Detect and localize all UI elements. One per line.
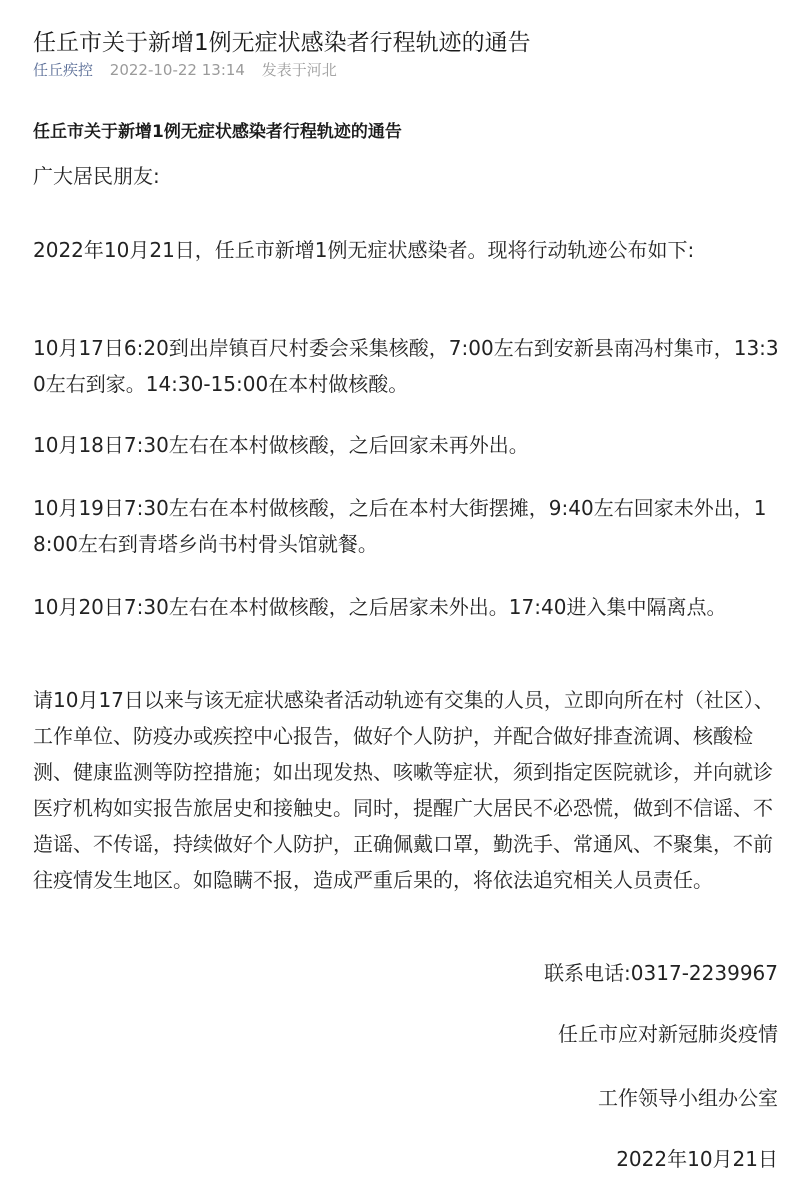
- article-meta: [33, 60, 349, 80]
- notice-paragraph: 请10月17日以来与该无症状感染者活动轨迹有交集的人员，立即向所在村（社区）、工作单位、防疫办或疾控中心报告，做好个人防护，并配合做好排查流调、核酸检测、健康监测等防控措施；如出现发热、咳嗽等症状，须到指定医院就诊，并向就诊医疗机构如实报告旅居史和接触史。同时，提醒广大居民不必恐慌，做到不信谣、不造谣、不传谣，持续做好个人防护，正确佩戴口罩，勤洗手、常通风、不聚集，不前往疫情发生地区。如隐瞒不报，造成严重后果的，将依法追究相关人员责任。: [33, 688, 774, 892]
- contact-phone: 联系电话:0317-2239967: [544, 961, 778, 985]
- greeting-paragraph: 广大居民朋友:: [33, 164, 160, 188]
- trajectory-oct19-paragraph: 10月19日7:30左右在本村做核酸，之后在本村大街摆摊，9:40左右回家未外出，18:00左右到青塔乡尚书村骨头馆就餐。: [33, 496, 767, 556]
- publish-location: 发表于河北: [261, 61, 337, 79]
- publish-datetime: 2022-10-22 13:14: [109, 61, 245, 79]
- trajectory-oct20-paragraph: 10月20日7:30左右在本村做核酸，之后居家未外出。17:40进入集中隔离点。: [33, 595, 727, 619]
- signature-organization-line1: 任丘市应对新冠肺炎疫情: [558, 1022, 778, 1046]
- account-name-link[interactable]: 任丘疾控: [33, 61, 94, 79]
- article-title: 任丘市关于新增1例无症状感染者行程轨迹的通告: [33, 30, 531, 57]
- signature-organization-line2: 工作领导小组办公室: [598, 1086, 778, 1110]
- signature-date: 2022年10月21日: [616, 1147, 778, 1171]
- article-subtitle: 任丘市关于新增1例无症状感染者行程轨迹的通告: [33, 122, 402, 142]
- intro-paragraph: 2022年10月21日，任丘市新增1例无症状感染者。现将行动轨迹公布如下:: [33, 238, 695, 262]
- trajectory-oct18-paragraph: 10月18日7:30左右在本村做核酸，之后回家未再外出。: [33, 433, 529, 457]
- trajectory-oct17-paragraph: 10月17日6:20到出岸镇百尺村委会采集核酸，7:00左右到安新县南冯村集市，13:30左右到家。14:30-15:00在本村做核酸。: [33, 336, 779, 396]
